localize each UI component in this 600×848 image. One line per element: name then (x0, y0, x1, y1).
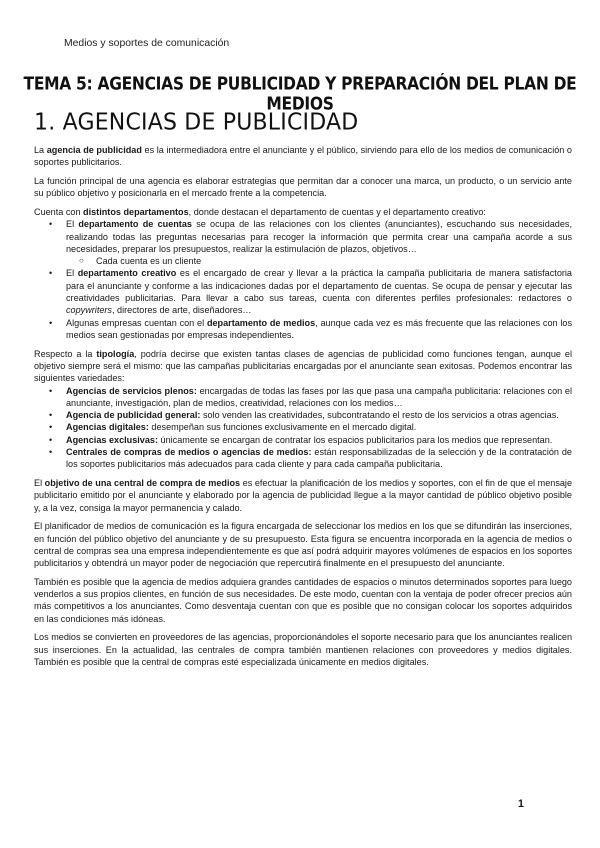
bullet-icon: • (49, 385, 53, 396)
circle-bullet-icon: ○ (79, 256, 84, 266)
list-item: • Centrales de compras de medios o agencias de medios: están responsabilizadas de la selección y de la contratación de los soportes publicitarios más adecuados para cada cliente y para cada campaña publicitaria. (49, 447, 572, 470)
list-item: • Algunas empresas cuentan con el departamento de medios, aunque cada vez es más frecuente que las relaciones con los medios sean gestionadas por empresas independientes. (49, 317, 572, 340)
bullet-icon: • (49, 447, 53, 457)
paragraph-departamentos-intro: Cuenta con distintos departamentos, donde destacan el departamento de cuentas y el departamento creativo: (34, 206, 486, 217)
bullet-icon: • (49, 410, 53, 421)
bold-term: Agencia de publicidad general: (66, 410, 201, 421)
list-item: • Agencias digitales: desempeñan sus funciones exclusivamente en el mercado digital. (49, 422, 417, 433)
page-number: 1 (517, 798, 524, 810)
paragraph-funcion-principal: La función principal de una agencia es elaborar estrategias que permitan dar a conocer una marca, un producto, o un servicio ante su público objetivo y posicionarla en el mercado frente a la competencia. (34, 175, 572, 199)
bold-term: Agencias exclusivas: (66, 434, 158, 445)
sub-list-item: ○ Cada cuenta es un cliente (79, 256, 202, 267)
bold-term: objetivo de una central de compra de medios (44, 477, 241, 488)
list-item: • Agencia de publicidad general: solo venden las creatividades, subcontratando el resto de los servicios a otras agencias. (49, 410, 559, 421)
bullet-icon: • (49, 268, 53, 279)
list-item: • Agencias exclusivas: únicamente se encargan de contratar los espacios publicitarios para los medios que representan. (49, 434, 553, 445)
paragraph-planificador: El planificador de medios de comunicación es la figura encargada de seleccionar los medios en los que se difundirán las inserciones, en función del público objetivo del anunciante y de su presupuesto. Esta figura se encuentra incorporada en la agencia de medios o central de compras sea una empresa independientemente es que así podrá adquirir mayores volúmenes de espacios en los soportes publicitarios y obtendrá un mayor poder de negociación que repercutirá finalmente en el presupuesto del anunciante. (34, 521, 572, 569)
bold-term: departamento creativo (77, 268, 177, 279)
section-heading: 1. AGENCIAS DE PUBLICIDAD (34, 109, 359, 136)
bold-term: departamento de medios (206, 317, 316, 328)
document-body (34, 144, 572, 675)
bullet-icon: • (49, 219, 53, 230)
bold-term: tipología (96, 348, 135, 359)
bold-term: departamento de cuentas (78, 219, 192, 230)
document-title: TEMA 5: AGENCIAS DE PUBLICIDAD Y PREPARACIÓN DEL PLAN DE MEDIOS (23, 73, 577, 115)
bold-term: distintos departamentos (83, 206, 189, 217)
agency-types-list (34, 385, 572, 471)
bold-term: Agencias de servicios plenos: (66, 385, 197, 396)
paragraph-tipologia: Respecto a la tipología, podría decirse que existen tantas clases de agencias de publicidad como funciones tengan, aunque el objetivo siempre será el mismo: que las campañas publicitarias encargadas por el anunciante sean exitosas. Podemos encontrar las siguientes variedades: (34, 348, 572, 384)
bullet-icon: • (49, 434, 53, 445)
bold-term: agencia de publicidad (46, 145, 142, 155)
departments-list (34, 218, 572, 341)
list-item: • El departamento de cuentas se ocupa de las relaciones con los clientes (anunciantes), escuchando sus necesidades, realizando todas las preguntas necesarias para recoger la información que permita crear una campaña acorde a sus necesidades, preparar los presupuestos, realizar la estimulación de plazos, objetivos… (49, 219, 572, 254)
paragraph-adquisicion-espacios: También es posible que la agencia de medios adquiera grandes cantidades de espacios o minutos determinados soportes para luego venderlos a sus propios clientes, en función de sus necesidades. De este modo, cuentan con la ventaja de poder ofrecer precios aún más competitivos a los anunciantes. Como desventaja cuentan con que es posible que no consigan colocar los soportes adquiridos en las condiciones más idóneas. (34, 576, 572, 624)
running-header: Medios y soportes de comunicación (64, 38, 230, 49)
list-item: • Agencias de servicios plenos: encargadas de todas las fases por las que pasa una campaña publicitaria: relaciones con el anunciante, investigación, plan de medios, creatividad, relaciones con los medios… (49, 385, 572, 408)
bold-term: Agencias digitales: (66, 422, 149, 433)
list-item: • El departamento creativo es el encargado de crear y llevar a la práctica la campaña publicitaria de manera satisfactoria para el anunciante y conforme a las indicaciones dadas por el departamento de cuentas. Se ocupa de pensar y ejecutar las creatividades publicitarias. Para llevar a cabo sus tareas, cuenta con diferentes perfiles profesionales: redactores o copywriters, directores de arte, diseñadores… (49, 268, 572, 316)
paragraph-objetivo-central: El objetivo de una central de compra de medios es efectuar la planificación de los medios y soportes, con el fin de que el mensaje publicitario emitido por el anunciante y elaborado por la agencia de publicidad llegue a la mayor cantidad de público objetivo posible y, a la vez, consiga la mayor permanencia y calado. (34, 477, 572, 513)
bold-term: Centrales de compras de medios o agencias de medios: (66, 447, 312, 457)
bullet-icon: • (49, 317, 53, 328)
italic-term: copywriters (66, 305, 112, 316)
paragraph-proveedores: Los medios se convierten en proveedores de las agencias, proporcionándoles el soporte necesario para que los anunciantes realicen sus inserciones. En la actualidad, las centrales de compra también mantienen relaciones con proveedores y medios digitales. También es posible que la central de compras esté especializada únicamente en medios digitales. (34, 632, 572, 668)
bullet-icon: • (49, 422, 53, 433)
paragraph-agencia-definicion: La agencia de publicidad es la intermediadora entre el anunciante y el público, sirviendo para ello de los medios de comunicación o soportes publicitarios. (34, 145, 572, 168)
